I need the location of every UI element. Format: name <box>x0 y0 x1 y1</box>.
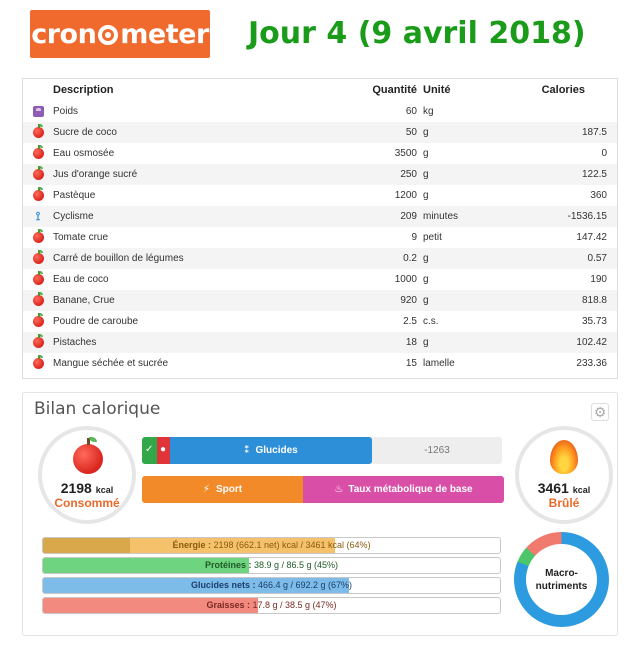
target-text <box>43 538 500 553</box>
row-calories: 35.73 <box>581 316 607 327</box>
table-row[interactable] <box>23 185 617 206</box>
summary-title: Bilan calorique <box>34 399 161 419</box>
row-description: Eau osmosée <box>53 148 115 159</box>
table-row[interactable] <box>23 206 617 227</box>
row-calories: 818.8 <box>581 295 607 306</box>
row-unit: minutes <box>423 211 459 222</box>
apple-icon <box>33 190 44 201</box>
apple-icon <box>33 169 44 180</box>
consumed-label: Consommé <box>54 496 120 510</box>
row-calories: 190 <box>590 274 607 285</box>
protein-segment <box>157 437 170 464</box>
net-carbs-target-bar[interactable] <box>42 577 501 594</box>
row-quantity: 50 <box>405 127 417 138</box>
row-description: Cyclisme <box>53 211 94 222</box>
row-quantity: 9 <box>411 232 417 243</box>
drop-icon: ● <box>160 444 167 455</box>
row-calories: 233.36 <box>576 358 607 369</box>
row-calories: 122.5 <box>581 169 607 180</box>
row-calories: 0 <box>601 148 607 159</box>
gear-icon[interactable]: ⚙ <box>591 403 609 421</box>
target-value: 466.4 g / 692.2 g (67%) <box>257 580 353 590</box>
row-calories: 147.42 <box>576 232 607 243</box>
table-header <box>23 79 617 101</box>
target-text <box>43 578 500 593</box>
row-calories: 187.5 <box>581 127 607 138</box>
row-description: Tomate crue <box>53 232 109 243</box>
row-description: Banane, Crue <box>53 295 115 306</box>
row-unit: g <box>423 169 429 180</box>
row-unit: g <box>423 274 429 285</box>
apple-icon <box>33 337 44 348</box>
row-quantity: 1200 <box>394 190 417 201</box>
table-row[interactable] <box>23 122 617 143</box>
row-calories: 102.42 <box>576 337 607 348</box>
glucides-segment <box>170 437 372 464</box>
apple-icon <box>33 127 44 138</box>
target-value: 38.9 g / 86.5 g (45%) <box>253 560 339 570</box>
apple-icon <box>33 274 44 285</box>
row-description: Eau de coco <box>53 274 109 285</box>
row-quantity: 60 <box>405 106 417 117</box>
cronometer-logo[interactable] <box>30 10 210 58</box>
row-quantity: 3500 <box>394 148 417 159</box>
table-row[interactable] <box>23 353 617 374</box>
consumed-circle <box>38 426 136 524</box>
table-row[interactable] <box>23 164 617 185</box>
row-description: Sucre de coco <box>53 127 117 138</box>
logo-apple-icon <box>98 25 118 45</box>
apple-icon <box>33 316 44 327</box>
table-row[interactable] <box>23 227 617 248</box>
row-quantity: 920 <box>400 295 417 306</box>
table-row[interactable] <box>23 332 617 353</box>
target-label: Glucides nets : <box>190 580 256 590</box>
macronutrients-chart[interactable] <box>514 532 609 627</box>
row-description: Jus d'orange sucré <box>53 169 138 180</box>
row-unit: g <box>423 148 429 159</box>
energy-target-bar[interactable] <box>42 537 501 554</box>
row-calories: -1536.15 <box>567 211 607 222</box>
logo-text-right: meter <box>120 18 209 50</box>
burned-bar <box>142 476 504 503</box>
page-title: Jour 4 (9 avril 2018) <box>248 16 586 51</box>
table-row[interactable] <box>23 269 617 290</box>
target-value: 2198 (662.1 net) kcal / 3461 kcal (64%) <box>213 540 371 550</box>
row-unit: lamelle <box>423 358 455 369</box>
row-quantity: 15 <box>405 358 417 369</box>
target-value: 17.8 g / 38.5 g (47%) <box>252 600 337 610</box>
row-unit: g <box>423 253 429 264</box>
table-row[interactable] <box>23 143 617 164</box>
target-text <box>43 558 500 573</box>
row-unit: c.s. <box>423 316 439 327</box>
row-unit: kg <box>423 106 434 117</box>
row-quantity: 2.5 <box>403 316 417 327</box>
logo-text-left: cron <box>31 18 97 50</box>
diary-table <box>22 78 618 379</box>
sport-segment <box>142 476 303 503</box>
calorie-summary-panel <box>22 392 618 636</box>
table-row[interactable] <box>23 248 617 269</box>
apple-icon <box>33 295 44 306</box>
row-unit: g <box>423 295 429 306</box>
runner-icon: ⚡ <box>202 484 210 495</box>
flame-icon: ♨ <box>334 484 344 495</box>
apple-icon <box>33 253 44 264</box>
glucides-label: Glucides <box>255 445 298 456</box>
target-label: Énergie : <box>172 540 211 550</box>
wheat-icon: ⁑ <box>244 445 250 456</box>
sport-label: Sport <box>215 484 243 495</box>
table-row[interactable] <box>23 101 617 122</box>
row-description: Poids <box>53 106 79 117</box>
bmr-label: Taux métabolique de base <box>348 484 473 495</box>
bmr-segment <box>303 476 504 503</box>
row-description: Poudre de caroube <box>53 316 139 327</box>
row-calories: 360 <box>590 190 607 201</box>
row-quantity: 250 <box>400 169 417 180</box>
balance-value: -1263 <box>424 445 450 456</box>
row-unit: g <box>423 337 429 348</box>
row-unit: g <box>423 190 429 201</box>
flame-icon <box>550 440 578 474</box>
target-label: Protéines : <box>204 560 252 570</box>
burned-label: Brûlé <box>548 496 580 510</box>
row-quantity: 0.2 <box>403 253 417 264</box>
column-calories[interactable]: Calories <box>541 84 585 96</box>
column-unit[interactable]: Unité <box>423 84 451 96</box>
target-text <box>43 598 500 613</box>
row-description: Carré de bouillon de légumes <box>53 253 184 264</box>
column-description[interactable]: Description <box>53 84 114 96</box>
column-quantity[interactable]: Quantité <box>372 84 417 96</box>
apple-icon <box>33 148 44 159</box>
fat-target-bar[interactable] <box>42 597 501 614</box>
scale-icon <box>33 106 44 117</box>
row-unit: petit <box>423 232 442 243</box>
alcohol-segment <box>142 437 157 464</box>
row-quantity: 209 <box>400 211 417 222</box>
row-description: Pastèque <box>53 190 96 201</box>
row-description: Pistaches <box>53 337 97 348</box>
row-quantity: 18 <box>405 337 417 348</box>
consumed-bar <box>142 437 502 464</box>
burned-circle <box>515 426 613 524</box>
apple-icon <box>33 232 44 243</box>
apple-icon <box>73 444 103 474</box>
protein-target-bar[interactable] <box>42 557 501 574</box>
runner-icon: ⟟ <box>35 209 41 223</box>
macronutrients-label: Macro- nutriments <box>526 544 597 615</box>
apple-icon <box>33 358 44 369</box>
consumed-value: 2198 kcal <box>60 480 114 496</box>
table-row[interactable] <box>23 290 617 311</box>
row-quantity: 1000 <box>394 274 417 285</box>
burned-value: 3461 kcal <box>537 480 591 496</box>
target-label: Graisses : <box>206 600 250 610</box>
drink-icon: ✓ <box>145 444 154 455</box>
table-row[interactable] <box>23 311 617 332</box>
row-description: Mangue séchée et sucrée <box>53 358 169 369</box>
row-calories: 0.57 <box>587 253 607 264</box>
row-unit: g <box>423 127 429 138</box>
